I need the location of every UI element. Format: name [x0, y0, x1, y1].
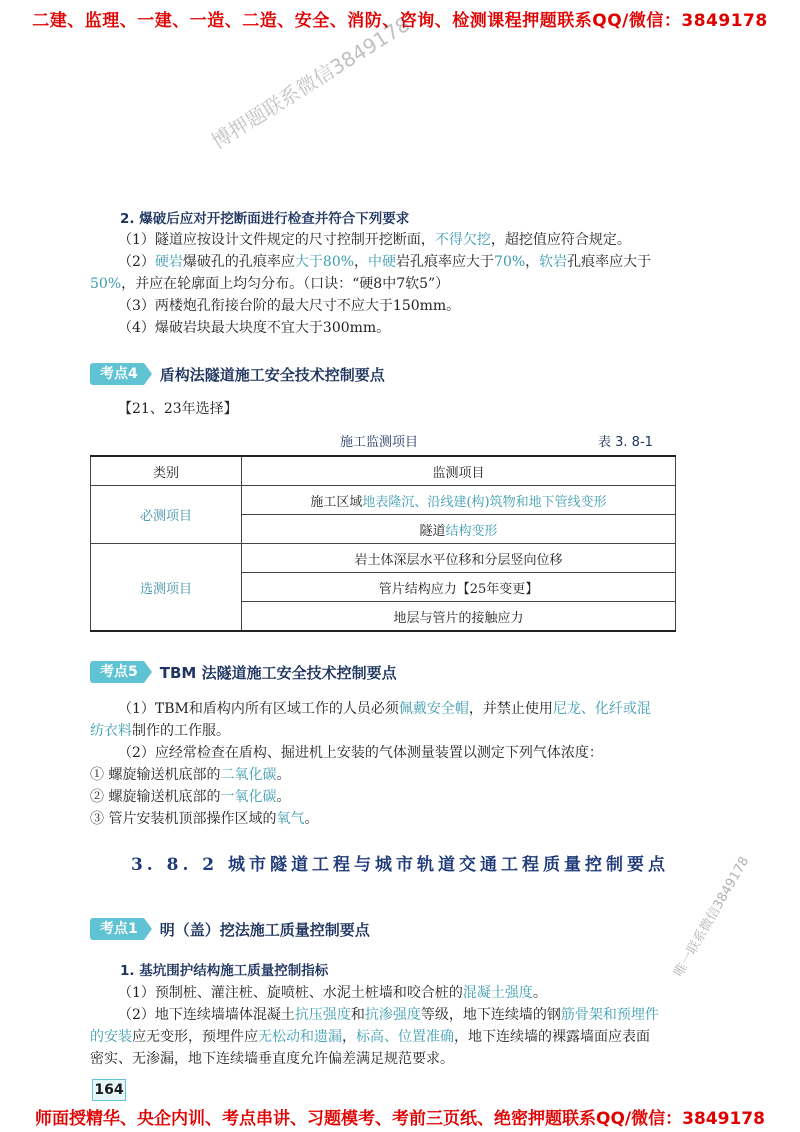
keypoint-badge: 考点1 — [90, 918, 144, 940]
table-cell: 岩土体深层水平位移和分层竖向位移 — [242, 544, 676, 573]
highlight: 中硬 — [368, 254, 397, 270]
paragraph: 密实、无渗漏，地下连续墙垂直度允许偏差满足规范要求。 — [90, 1051, 454, 1067]
text: 施工区域 — [310, 494, 363, 510]
table-cell: 管片结构应力【25年变更】 — [242, 573, 676, 602]
text: （2）地下连续墙墙体混凝土 — [118, 1007, 295, 1023]
table-cell: 地层与管片的接触应力 — [242, 602, 676, 632]
keypoint-title: 盾构法隧道施工安全技术控制要点 — [159, 365, 385, 384]
text: 孔痕率应大于 — [567, 254, 652, 270]
highlight: 软岩 — [539, 254, 568, 270]
paragraph — [118, 698, 651, 720]
subsection-heading: 1. 基坑围护结构施工质量控制指标 — [120, 963, 329, 979]
table-number: 表 3. 8-1 — [598, 435, 653, 450]
header-category: 类别 — [91, 456, 242, 486]
highlight: 无松动和遗漏 — [258, 1029, 342, 1045]
table-header-row — [91, 456, 676, 486]
text: 和 — [350, 1007, 365, 1023]
paragraph — [90, 720, 230, 742]
paragraph — [118, 229, 631, 251]
highlight: 氧气 — [276, 811, 305, 827]
group-cell: 选测项目 — [91, 544, 242, 632]
text: ， — [354, 254, 369, 270]
keypoint-badge: 考点5 — [90, 661, 144, 683]
paragraph: （4）爆破岩块最大块度不宜大于300mm。 — [118, 320, 391, 336]
text: ， — [342, 1029, 356, 1045]
highlight: 标高、位置准确 — [356, 1029, 454, 1045]
highlight: 地表隆沉、沿线建(构)筑物和地下管线变形 — [362, 494, 607, 510]
keypoint-header — [90, 659, 397, 685]
watermark: 唯一联系微信3849178 — [671, 854, 753, 980]
table-caption: 施工监测项目 — [340, 435, 419, 450]
highlight: 70% — [494, 254, 526, 270]
text: 爆破孔的孔痕率应 — [182, 254, 295, 270]
paragraph — [90, 273, 449, 295]
list-item — [90, 764, 290, 786]
section-heading: 3. 8. 2 城市隧道工程与城市轨道交通工程质量控制要点 — [130, 855, 670, 875]
keypoint-title: 明（盖）挖法施工质量控制要点 — [159, 920, 370, 939]
text: （1）预制桩、灌注桩、旋喷桩、水泥土桩墙和咬合桩的 — [118, 985, 463, 1001]
text: ① 螺旋输送机底部的 — [90, 767, 221, 783]
highlight: 的安装 — [90, 1029, 132, 1045]
table-cell — [242, 515, 676, 544]
top-banner: 二建、监理、一建、一造、二造、安全、消防、咨询、检测课程押题联系QQ/微信：3849178 — [32, 11, 768, 31]
text: （2） — [118, 254, 155, 270]
paragraph — [118, 251, 651, 273]
paragraph: （2）应经常检查在盾构、掘进机上安装的气体测量装置以测定下列气体浓度： — [118, 745, 603, 761]
text: 。 — [276, 767, 291, 783]
highlight: 硬岩 — [154, 254, 183, 270]
paragraph: （3）两楼炮孔衔接台阶的最大尺寸不应大于150mm。 — [118, 298, 461, 314]
keypoint-badge: 考点4 — [90, 363, 144, 385]
highlight: 佩戴安全帽 — [398, 701, 469, 717]
highlight: 尼龙、化纤或混 — [552, 701, 651, 717]
text: 隧道 — [419, 523, 446, 539]
text: （1）隧道应按设计文件规定的尺寸控制开挖断面， — [118, 232, 435, 248]
text: ，地下连续墙的裸露墙面应表面 — [454, 1029, 650, 1045]
table-row — [91, 544, 676, 573]
bottom-banner: 师面授精华、央企内训、考点串讲、习题模考、考前三页纸、绝密押题联系QQ/微信：3849178 — [35, 1109, 765, 1129]
highlight: 混凝土强度 — [462, 985, 533, 1001]
table-row — [91, 486, 676, 515]
highlight: 筋骨架和预埋件 — [560, 1007, 659, 1023]
text: 。 — [304, 811, 319, 827]
monitoring-table — [90, 455, 676, 632]
highlight: 纺衣料 — [90, 723, 132, 739]
text: 等级，地下连续墙的钢 — [420, 1007, 561, 1023]
text: ② 螺旋输送机底部的 — [90, 789, 221, 805]
watermark: 博押题联系微信3849178 — [207, 11, 415, 154]
page-number: 164 — [92, 1079, 126, 1101]
text: ，并禁止使用 — [468, 701, 553, 717]
keypoint-header — [90, 916, 370, 942]
keypoint-title: TBM 法隧道施工安全技术控制要点 — [159, 663, 397, 682]
text: ，并应在轮廓面上均匀分布。（口诀：“硬8中7软5”） — [121, 276, 450, 292]
text: 应无变形，预埋件应 — [132, 1029, 258, 1045]
highlight: 大于80% — [294, 254, 355, 270]
text: 。 — [532, 985, 547, 1001]
list-item — [90, 786, 290, 808]
text: （1）TBM和盾构内所有区域工作的人员必须 — [118, 701, 399, 717]
keypoint-header — [90, 361, 385, 387]
highlight: 不得欠挖 — [434, 232, 491, 248]
text: ，超挖值应符合规定。 — [490, 232, 631, 248]
exam-tag: 【21、23年选择】 — [118, 401, 238, 417]
list-item — [90, 808, 318, 830]
group-cell: 必测项目 — [91, 486, 242, 544]
paragraph — [118, 1004, 659, 1026]
highlight: 50% — [90, 276, 122, 292]
highlight: 二氧化碳 — [220, 767, 277, 783]
subsection-heading: 2. 爆破后应对开挖断面进行检查并符合下列要求 — [120, 211, 410, 227]
table-cell — [242, 486, 676, 515]
highlight: 抗渗强度 — [364, 1007, 421, 1023]
highlight: 抗压强度 — [294, 1007, 351, 1023]
text: 岩孔痕率应大于 — [396, 254, 495, 270]
text: 。 — [276, 789, 291, 805]
text: ③ 管片安装机顶部操作区域的 — [90, 811, 277, 827]
header-item: 监测项目 — [242, 456, 676, 486]
paragraph — [118, 982, 547, 1004]
highlight: 结构变形 — [445, 523, 498, 539]
highlight: 一氧化碳 — [220, 789, 277, 805]
text: 制作的工作服。 — [132, 723, 230, 739]
text: ， — [525, 254, 540, 270]
paragraph — [90, 1026, 650, 1048]
